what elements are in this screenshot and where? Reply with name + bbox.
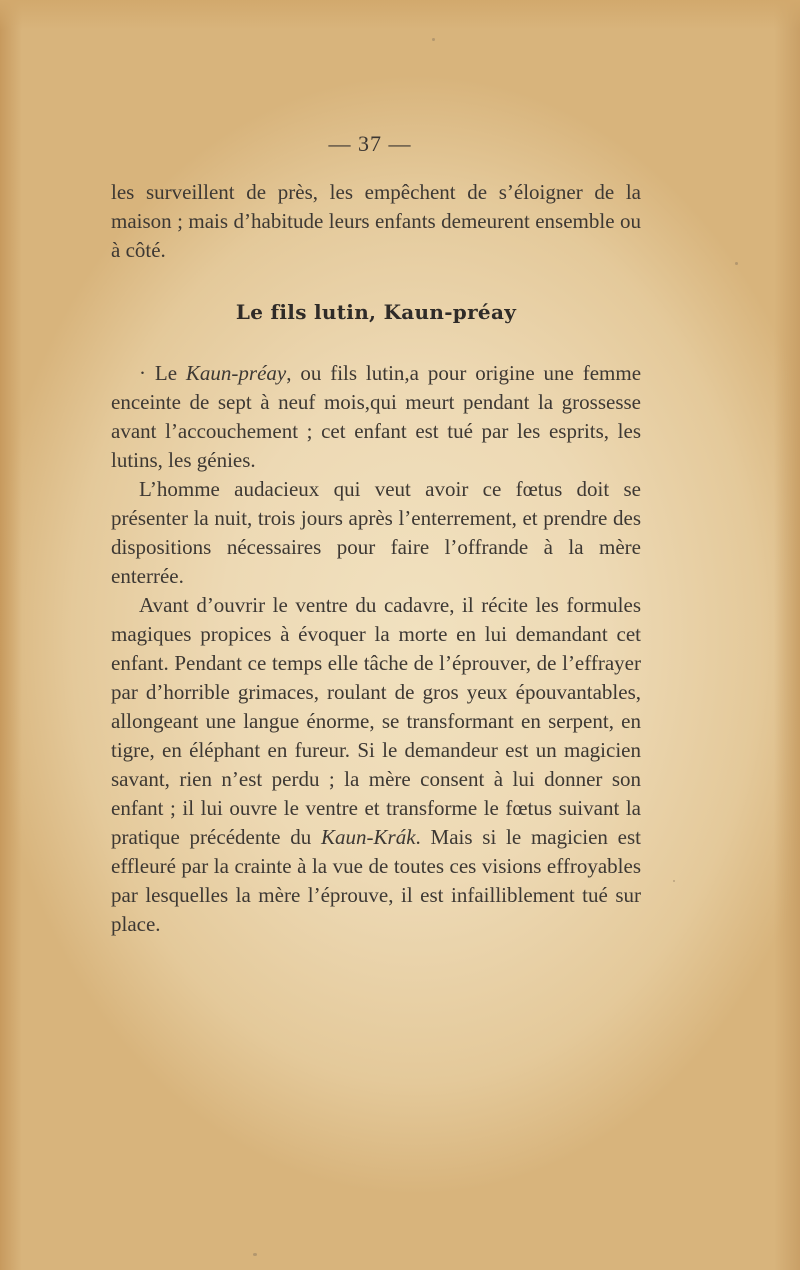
paper-speck (432, 38, 435, 41)
paragraph-2: L’homme audacieux qui veut avoir ce fœtus doit se présenter la nuit, trois jours après l’enterrement, et prendre des dispositions nécessaires pour faire l’offrande à la mère enterrée. (111, 477, 641, 588)
stray-mark: · (139, 361, 146, 385)
page-edge-left (0, 0, 22, 1270)
text-block-main (111, 359, 641, 939)
text-block-top (111, 178, 641, 265)
term-kaun-krak: Kaun-Krák (321, 825, 416, 849)
paragraph-1-lead: Le (154, 361, 178, 385)
section-heading: Le fils lutin, Kaun-préay (235, 300, 517, 324)
paragraph-3-text-before: Avant d’ouvrir le ventre du cadavre, il récite les formules magiques propices à évoquer la morte en lui demandant cet enfant. Pendant ce temps elle tâche de l’éprouver, de l’effrayer par d’horrible grimaces, roulant de gros yeux épouvantables, allongeant une langue énorme, se transformant en serpent, en tigre, en éléphant en fureur. Si le demandeur est un magicien savant, rien n’est perdu ; la mère consent à lui donner son enfant ; il lui ouvre le ventre et transforme le fœtus suivant la pratique précédente du (111, 593, 641, 849)
page-edge-top (0, 0, 800, 30)
paragraph-continuation: les surveillent de près, les empêchent de s’éloigner de la maison ; mais d’habitude leurs enfants demeurent ensemble ou à côté. (111, 180, 641, 262)
term-kaun-preay: Kaun-préay (185, 361, 287, 385)
paragraph-1-text: , ou fils lutin,a pour origine une femme enceinte de sept à neuf mois,qui meurt pendant la grossesse avant l’accouchement ; cet enfant est tué par les esprits, les lutins, les génies. (111, 361, 642, 472)
page-edge-right (774, 0, 800, 1270)
paragraph-3-text-after: . Mais si le magicien est effleuré par la crainte à la vue de toutes ces visions effroyables par lesquelles la mère l’éprouve, il est infailliblement tué sur place. (111, 825, 641, 936)
page-number: — 37 — (328, 131, 412, 156)
paper-speck (253, 1253, 257, 1256)
paragraph-3 (111, 591, 641, 939)
paper-speck (673, 880, 675, 882)
paper-speck (735, 262, 738, 265)
paragraph-1 (111, 359, 641, 475)
